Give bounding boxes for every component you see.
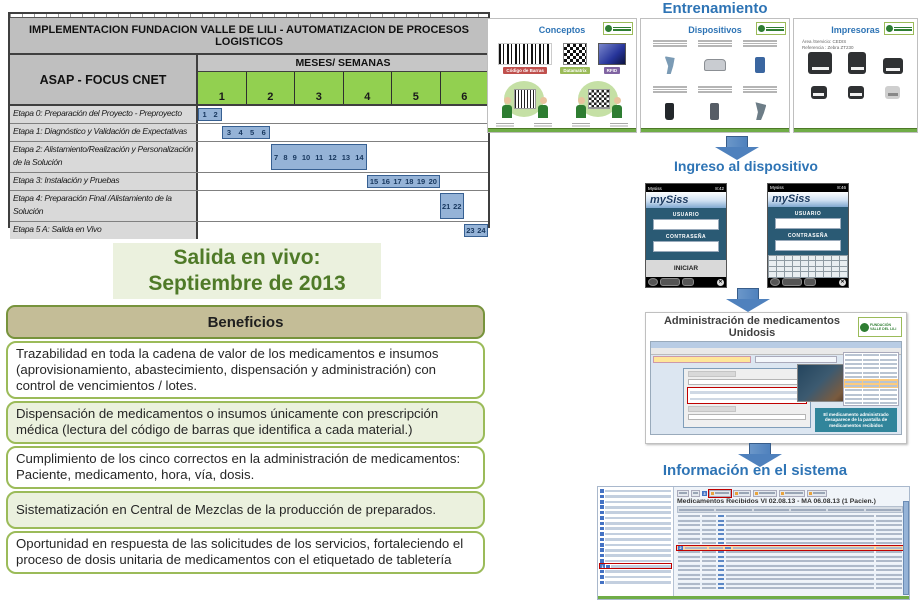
tree-item[interactable] xyxy=(600,543,671,547)
password-label: CONTRASEÑA xyxy=(787,232,829,239)
week-number: 18 xyxy=(405,177,414,186)
barcode-sample xyxy=(498,43,552,74)
fvl-logo-icon xyxy=(603,22,633,35)
caption-lines xyxy=(488,121,636,128)
keyboard-key[interactable] xyxy=(793,267,800,271)
card-footer-strip xyxy=(488,128,636,132)
device-caption xyxy=(653,39,687,48)
phone-mockup-keyboard xyxy=(767,183,849,288)
callout-badge-1: 1 xyxy=(601,563,604,569)
device-caption xyxy=(743,39,777,48)
gantt-bar xyxy=(198,108,222,121)
printer-row-bottom xyxy=(794,86,917,99)
week-number: 22 xyxy=(453,201,462,211)
benefit-item: Sistematización en Central de Mezclas de la producción de preparados. xyxy=(6,491,485,530)
tree-item[interactable] xyxy=(600,532,671,536)
gantt-months-header: MESES/ SEMANAS xyxy=(198,55,488,72)
week-number: 7 xyxy=(274,152,279,162)
system-toolbar xyxy=(677,489,903,497)
month-cell: 5 xyxy=(392,72,441,104)
week-number: 4 xyxy=(238,128,243,137)
fvl-logo-icon xyxy=(858,317,902,337)
gantt-left-header: ASAP - FOCUS CNET xyxy=(10,55,198,104)
keyboard-icon[interactable] xyxy=(804,278,816,286)
week-number: 15 xyxy=(369,177,379,186)
keyboard-key[interactable] xyxy=(801,256,808,260)
keyboard-key[interactable] xyxy=(793,272,800,276)
gantt-row xyxy=(10,173,488,191)
toolbar-button[interactable] xyxy=(691,490,700,497)
benefits-list xyxy=(6,341,485,576)
close-icon[interactable]: ✕ xyxy=(840,279,845,286)
card-footer-strip xyxy=(794,128,917,132)
benefits-header: Beneficios xyxy=(6,305,485,339)
tree-item[interactable] xyxy=(600,516,671,520)
keyboard-key[interactable] xyxy=(793,256,800,260)
keyboard-icon[interactable] xyxy=(682,278,694,286)
tree-item[interactable] xyxy=(600,505,671,509)
toolbar-button[interactable] xyxy=(807,490,827,497)
golive-banner xyxy=(113,243,381,299)
keyboard-key[interactable] xyxy=(777,261,784,265)
highlighted-entry-row xyxy=(687,387,807,404)
tree-item[interactable] xyxy=(600,559,671,563)
app-header xyxy=(768,192,848,207)
configure-button[interactable] xyxy=(660,278,680,286)
datamatrix-icon xyxy=(563,43,587,65)
onscreen-keyboard[interactable] xyxy=(768,255,848,278)
barcode-icon xyxy=(498,43,552,65)
week-number: 21 xyxy=(442,201,451,211)
code-samples xyxy=(494,43,630,74)
code-type-label: Datamatrix xyxy=(560,67,589,74)
keyboard-key[interactable] xyxy=(832,272,839,276)
benefit-item: Oportunidad en respuesta de las solicitudes de los servicios, fortaleciendo el proceso de dosis unitaria de medicamentos con el etiquetado de tabletería xyxy=(6,531,485,574)
keyboard-key[interactable] xyxy=(785,261,792,265)
phone-statusbar xyxy=(646,184,726,192)
printer-image xyxy=(848,86,864,99)
fvl-logo-icon xyxy=(756,22,786,35)
toolbar-button[interactable] xyxy=(733,490,751,497)
tree-item[interactable] xyxy=(600,489,671,493)
week-number: 11 xyxy=(315,152,324,162)
toolbar-button[interactable] xyxy=(677,490,689,497)
keyboard-key[interactable] xyxy=(777,256,784,260)
gantt-month-cells xyxy=(198,72,488,104)
password-input[interactable] xyxy=(775,240,841,251)
device-item xyxy=(694,39,735,83)
keyboard-key[interactable] xyxy=(769,272,776,276)
rfid-icon xyxy=(598,43,626,65)
toolbar-button[interactable] xyxy=(753,490,777,497)
gantt-row xyxy=(10,124,488,142)
keyboard-key[interactable] xyxy=(816,256,823,260)
app-header xyxy=(646,192,726,208)
device-image xyxy=(754,94,766,130)
device-item xyxy=(740,39,781,83)
tree-item[interactable] xyxy=(600,511,671,515)
administrar-button[interactable] xyxy=(709,490,731,497)
sap-screenshot xyxy=(650,341,902,435)
week-number: 20 xyxy=(428,177,437,186)
training-title: Entrenamiento xyxy=(662,0,768,17)
code-type-label: Código de Barras xyxy=(503,67,547,74)
gantt-bar xyxy=(222,126,270,139)
cartoon-illustrations xyxy=(488,81,636,121)
week-number: 17 xyxy=(393,177,402,186)
keyboard-key[interactable] xyxy=(793,261,800,265)
medication-list-panel xyxy=(843,352,899,406)
month-cell: 2 xyxy=(247,72,296,104)
entry-dialog xyxy=(683,368,811,428)
device-caption xyxy=(743,85,777,94)
medication-field[interactable] xyxy=(755,356,837,363)
device-grid xyxy=(641,35,789,129)
device-image xyxy=(755,48,765,84)
keyboard-key[interactable] xyxy=(809,272,816,276)
scrollbar[interactable] xyxy=(903,501,909,595)
system-main-panel xyxy=(674,487,909,599)
week-number: 13 xyxy=(341,152,351,162)
tree-item[interactable] xyxy=(600,527,671,531)
gantt-row xyxy=(10,106,488,124)
keyboard-key[interactable] xyxy=(840,267,847,271)
device-image xyxy=(710,94,719,130)
tree-item[interactable] xyxy=(600,521,671,525)
phone-bottom-bar xyxy=(768,278,848,287)
gantt-row-track xyxy=(198,124,488,141)
gantt-row-track xyxy=(198,222,488,239)
gantt-row-track xyxy=(198,173,488,190)
keyboard-key[interactable] xyxy=(801,267,808,271)
down-arrow-icon xyxy=(726,288,770,312)
down-arrow-icon xyxy=(715,136,759,160)
tree-item[interactable] xyxy=(600,548,671,552)
phone-statusbar xyxy=(768,184,848,192)
iniciar-button[interactable]: INICIAR xyxy=(646,260,726,277)
mysiss-logo: mySiss xyxy=(650,194,689,206)
week-number: 9 xyxy=(292,152,297,162)
unidosis-title: Administración de medicamentos Unidosis xyxy=(663,315,841,339)
month-cell: 3 xyxy=(295,72,344,104)
device-caption xyxy=(698,39,732,48)
login-form xyxy=(646,208,726,260)
week-number: 24 xyxy=(477,226,486,235)
month-cell: 4 xyxy=(344,72,393,104)
keyboard-key[interactable] xyxy=(824,256,831,260)
tree-item[interactable] xyxy=(600,500,671,504)
card-title-impresoras: Impresoras xyxy=(831,25,880,35)
printer-image xyxy=(885,86,900,99)
keyboard-key[interactable] xyxy=(801,261,808,265)
week-number: 1 xyxy=(202,110,207,119)
printer-image xyxy=(808,52,832,74)
tree-item[interactable] xyxy=(600,570,671,574)
device-image xyxy=(665,48,675,84)
gantt-bar xyxy=(367,175,440,188)
device-image xyxy=(665,94,674,130)
gantt-row-track xyxy=(198,106,488,123)
week-number: 3 xyxy=(226,128,232,137)
week-number: 23 xyxy=(466,226,475,235)
stage-label: Etapa 1: Diagnóstico y Validación de Expectativas xyxy=(10,124,198,141)
phone-statusbar-app: Mysiss xyxy=(770,185,784,191)
keyboard-key[interactable] xyxy=(785,267,792,271)
benefit-item: Trazabilidad en toda la cadena de valor de los medicamentos e insumos (aprovisionamiento, abastecimiento, dispensación y administración) con control de vencimientos / lotes. xyxy=(6,341,485,399)
keyboard-key[interactable] xyxy=(769,261,776,265)
tree-item[interactable] xyxy=(600,580,671,584)
training-card-conceptos xyxy=(487,18,637,133)
user-label: USUARIO xyxy=(672,212,700,218)
week-number: 10 xyxy=(301,152,311,162)
keyboard-key[interactable] xyxy=(809,267,816,271)
week-number: 12 xyxy=(328,152,337,162)
device-caption xyxy=(653,85,687,94)
month-cell: 6 xyxy=(441,72,489,104)
cartoon-qr-people xyxy=(570,81,628,121)
device-item xyxy=(740,85,781,129)
datamatrix-sample xyxy=(560,43,589,74)
gantt-row xyxy=(10,191,488,222)
keyboard-key[interactable] xyxy=(809,256,816,260)
table-header xyxy=(677,506,903,513)
keyboard-key[interactable] xyxy=(824,261,831,265)
stage-label: Etapa 3: Instalación y Pruebas xyxy=(10,173,198,190)
gantt-bar xyxy=(464,224,488,237)
device-image xyxy=(704,48,726,84)
keyboard-key[interactable] xyxy=(840,272,847,276)
cartoon-barcode-people xyxy=(496,81,554,121)
callout-badge-3: 3 xyxy=(703,490,706,496)
tree-item-medicamentos-recibidos[interactable] xyxy=(600,564,671,568)
keyboard-key[interactable] xyxy=(840,256,847,260)
keyboard-key[interactable] xyxy=(824,267,831,271)
device-item xyxy=(649,39,690,83)
received-meds-title: Medicamentos Recibidos VI 02.08.13 - MA 06.08.13 (1 Pacien.) xyxy=(677,498,876,505)
user-label: USUARIO xyxy=(794,210,822,217)
phone-bottom-bar xyxy=(646,277,726,287)
rfid-sample xyxy=(598,43,626,74)
gantt-bar xyxy=(440,193,464,219)
keyboard-key[interactable] xyxy=(769,256,776,260)
phone-mockup-login xyxy=(645,183,727,288)
stage-label: Etapa 2: Alistamiento/Realización y Personalización de la Solución xyxy=(10,142,198,172)
code-type-label: RFID xyxy=(604,67,621,74)
device-login-title: Ingreso al dispositivo xyxy=(674,158,818,174)
user-input[interactable] xyxy=(653,219,719,230)
keyboard-key[interactable] xyxy=(816,272,823,276)
system-screenshot xyxy=(597,486,910,600)
printer-caption: Área /Servicio: CEDIS Referencia : Zebra ZT230 xyxy=(802,39,854,50)
start-menu-icon[interactable] xyxy=(648,278,658,286)
tree-item[interactable] xyxy=(600,575,671,579)
phone-clock: 8:42 xyxy=(715,185,724,191)
gantt-table xyxy=(8,12,490,235)
table-row[interactable] xyxy=(677,546,903,551)
week-number: 6 xyxy=(261,128,266,137)
gantt-row-track xyxy=(198,191,488,221)
tree-item[interactable] xyxy=(600,537,671,541)
close-icon[interactable]: ✕ xyxy=(718,279,723,285)
patient-field[interactable] xyxy=(653,356,751,363)
card-title-conceptos: Conceptos xyxy=(538,25,586,35)
printer-image xyxy=(848,52,866,74)
keyboard-key[interactable] xyxy=(785,256,792,260)
navigation-tree xyxy=(598,487,674,599)
password-label: CONTRASEÑA xyxy=(665,234,707,240)
keyboard-key[interactable] xyxy=(785,272,792,276)
stage-label: Etapa 4: Preparación Final /Alistamiento de la Solución xyxy=(10,191,198,221)
mysiss-logo: mySiss xyxy=(772,193,811,206)
device-item xyxy=(694,85,735,129)
printer-image xyxy=(811,86,827,99)
gantt-row-track xyxy=(198,142,488,172)
configure-button[interactable] xyxy=(782,278,802,286)
card-title-dispositivos: Dispositivos xyxy=(688,25,742,35)
start-menu-icon[interactable] xyxy=(770,278,780,286)
week-number: 5 xyxy=(250,128,255,137)
tree-item[interactable] xyxy=(600,554,671,558)
unidosis-card xyxy=(645,312,907,444)
keyboard-key[interactable] xyxy=(832,267,839,271)
gantt-title: IMPLEMENTACION FUNDACION VALLE DE LILI - AUTOMATIZACION DE PROCESOS LOGISTICOS xyxy=(10,18,488,55)
golive-line1: Salida en vivo: xyxy=(173,246,321,269)
keyboard-key[interactable] xyxy=(824,272,831,276)
phone-clock: 8:46 xyxy=(837,185,846,191)
gantt-rows xyxy=(10,106,488,239)
keyboard-key[interactable] xyxy=(832,256,839,260)
keyboard-key[interactable] xyxy=(816,261,823,265)
gantt-row xyxy=(10,222,488,239)
callout-note: El medicamento administrado desaparece de la pantalla de medicamentos recibidos xyxy=(815,408,897,432)
gantt-row xyxy=(10,142,488,173)
keyboard-key[interactable] xyxy=(809,261,816,265)
device-caption xyxy=(698,85,732,94)
week-number: 16 xyxy=(381,177,390,186)
golive-line2: Septiembre de 2013 xyxy=(148,272,346,295)
medication-table xyxy=(677,514,903,591)
system-info-title: Información en el sistema xyxy=(662,462,848,479)
keyboard-key[interactable] xyxy=(816,267,823,271)
password-input[interactable] xyxy=(653,241,719,252)
fvl-logo-text: FUNDACIÓN VALLE DEL LILI xyxy=(870,323,897,331)
user-input[interactable] xyxy=(775,218,841,229)
card-footer-strip xyxy=(641,128,789,132)
keyboard-key[interactable] xyxy=(832,261,839,265)
device-item xyxy=(649,85,690,129)
week-number: 19 xyxy=(416,177,426,186)
week-number: 8 xyxy=(283,152,288,162)
training-card-impresoras xyxy=(793,18,918,133)
gantt-bar xyxy=(271,144,368,170)
keyboard-key[interactable] xyxy=(777,267,784,271)
training-card-dispositivos xyxy=(640,18,790,133)
benefit-item: Dispensación de medicamentos o insumos únicamente con prescripción médica (lectura del código de barras que identifica a cada material.) xyxy=(6,401,485,444)
phone-statusbar-app: Mysiss xyxy=(648,185,662,191)
stage-label: Etapa 0: Preparación del Proyecto - Preproyecto xyxy=(10,106,198,123)
keyboard-key[interactable] xyxy=(801,272,808,276)
table-row[interactable] xyxy=(677,586,903,591)
month-cell: 1 xyxy=(198,72,247,104)
week-number: 14 xyxy=(355,152,364,162)
callout-badge-2: 2 xyxy=(679,545,682,551)
printer-row-top xyxy=(794,52,917,74)
keyboard-key[interactable] xyxy=(840,261,847,265)
tree-item[interactable] xyxy=(600,494,671,498)
screenshot-footer-strip xyxy=(598,596,909,599)
stage-label: Etapa 5 A: Salida en Vivo xyxy=(10,222,198,239)
keyboard-key[interactable] xyxy=(777,272,784,276)
benefit-item: Cumplimiento de los cinco correctos en la administración de medicamentos: Paciente, medicamento, hora, vía, dosis. xyxy=(6,446,485,489)
fvl-logo-icon xyxy=(884,22,914,35)
keyboard-key[interactable] xyxy=(769,267,776,271)
toolbar-button[interactable] xyxy=(779,490,805,497)
login-form xyxy=(768,207,848,255)
week-number: 2 xyxy=(213,110,218,119)
printer-image xyxy=(883,58,903,74)
